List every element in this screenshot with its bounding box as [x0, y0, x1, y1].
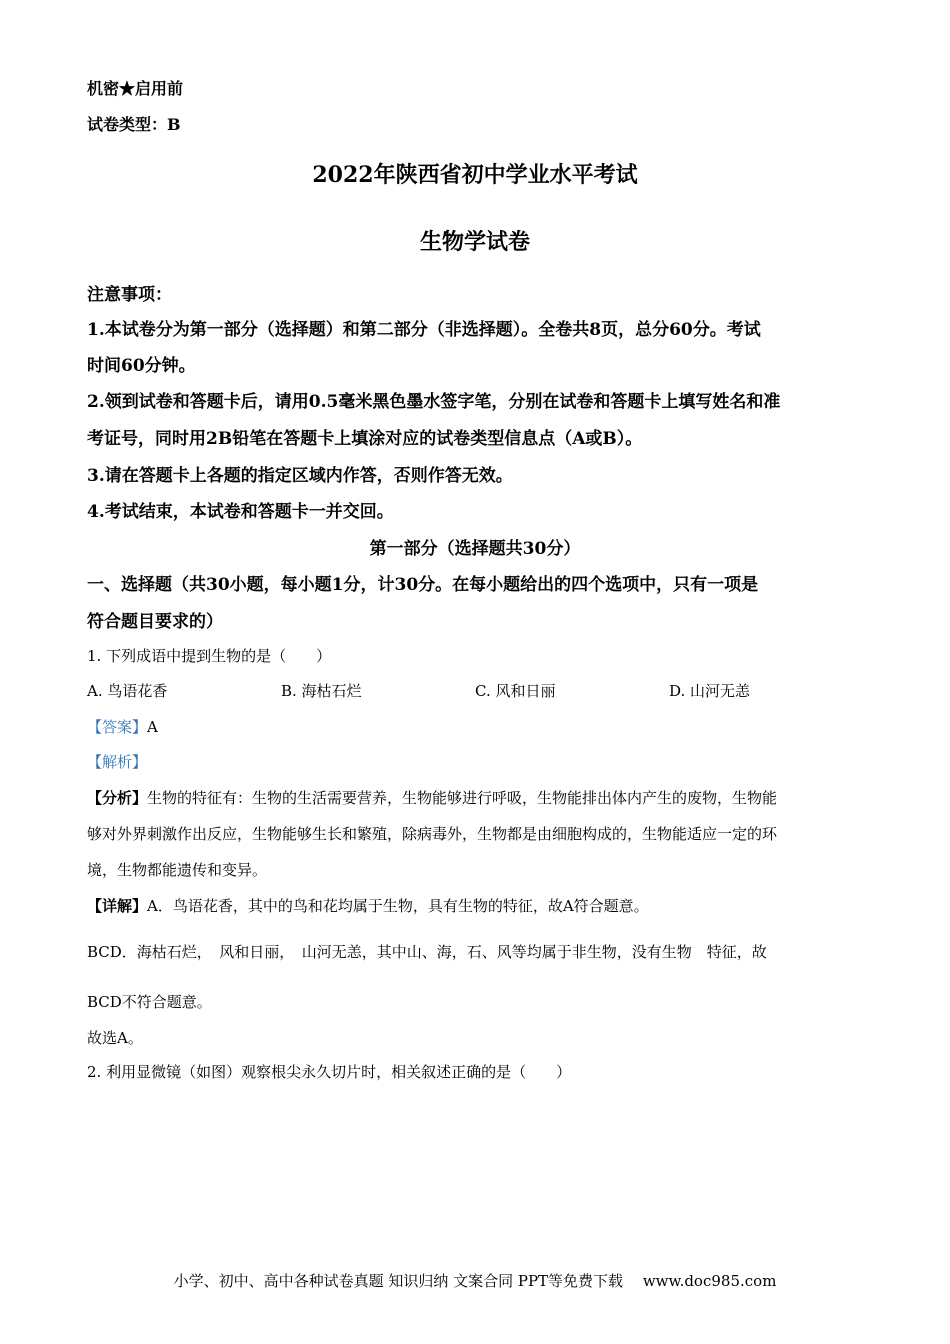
section-heading-line-1: 一、选择题（共30小题，每小题1分，计30分。在每小题给出的四个选项中，只有一项是	[87, 575, 759, 595]
analysis-line-2: 够对外界刺激作出反应，生物能够生长和繁殖，除病毒外，生物都是由细胞构成的，生物能适应一定的环	[87, 825, 778, 843]
notice-item-1-line-2: 时间60分钟。	[87, 356, 196, 376]
notice-item-3: 3.请在答题卡上各题的指定区域内作答，否则作答无效。	[87, 466, 513, 486]
option-a: A. 鸟语花香	[87, 682, 168, 700]
detail-text-1: A．鸟语花香，其中的鸟和花均属于生物，具有生物的特征，故A符合题意。	[147, 897, 649, 915]
option-d: D. 山河无恙	[669, 682, 751, 700]
question-1-options	[0, 680, 950, 702]
exam-subtitle: 生物学试卷	[419, 229, 530, 255]
answer-line	[87, 716, 158, 737]
option-b: B. 海枯石烂	[281, 682, 362, 700]
detail-line-2: BCD．海枯石烂， 风和日丽， 山河无恙，其中山、海，石、风等均属于非生物，没有生物 特征，故	[87, 943, 767, 961]
notice-heading: 注意事项：	[87, 285, 172, 305]
conclusion: 故选A。	[87, 1029, 143, 1047]
page-footer: 小学、初中、高中各种试卷真题 知识归纳 文案合同 PPT等免费下载 www.doc985.com	[173, 1272, 777, 1290]
notice-item-2-line-1: 2.领到试卷和答题卡后，请用0.5毫米黑色墨水签字笔，分别在试卷和答题卡上填写姓名和准	[87, 392, 781, 412]
notice-item-2-line-2: 考证号，同时用2B铅笔在答题卡上填涂对应的试卷类型信息点（A或B）。	[87, 429, 643, 449]
section-heading-line-2: 符合题目要求的）	[87, 612, 223, 632]
answer-tag: 【答案】	[87, 718, 148, 736]
question-1-stem: 1. 下列成语中提到生物的是（ ）	[87, 647, 332, 665]
analysis-line-3: 境，生物都能遗传和变异。	[87, 861, 268, 879]
analysis-text-1: 生物的特征有：生物的生活需要营养，生物能够进行呼吸，生物能排出体内产生的废物，生物能	[147, 789, 778, 807]
analysis-tag: 【解析】	[87, 753, 148, 771]
analysis-line-1	[87, 787, 777, 808]
detail-line-3: BCD不符合题意。	[87, 993, 212, 1011]
analysis-label: 【分析】	[87, 789, 148, 807]
answer-value: A	[147, 718, 158, 736]
paper-type-label: 试卷类型：B	[87, 115, 181, 134]
part-1-heading: 第一部分（选择题共30分）	[369, 539, 581, 559]
confidential-label: 机密★启用前	[87, 79, 184, 98]
exam-title: 2022年陕西省初中学业水平考试	[312, 162, 638, 188]
notice-item-1-line-1: 1.本试卷分为第一部分（选择题）和第二部分（非选择题）。全卷共8页，总分60分。考试	[87, 320, 761, 340]
detail-line-1	[87, 895, 649, 916]
option-c: C. 风和日丽	[475, 682, 556, 700]
question-2-stem: 2. 利用显微镜（如图）观察根尖永久切片时，相关叙述正确的是（ ）	[87, 1063, 572, 1081]
detail-label: 【详解】	[87, 897, 148, 915]
notice-item-4: 4.考试结束，本试卷和答题卡一并交回。	[87, 502, 394, 522]
